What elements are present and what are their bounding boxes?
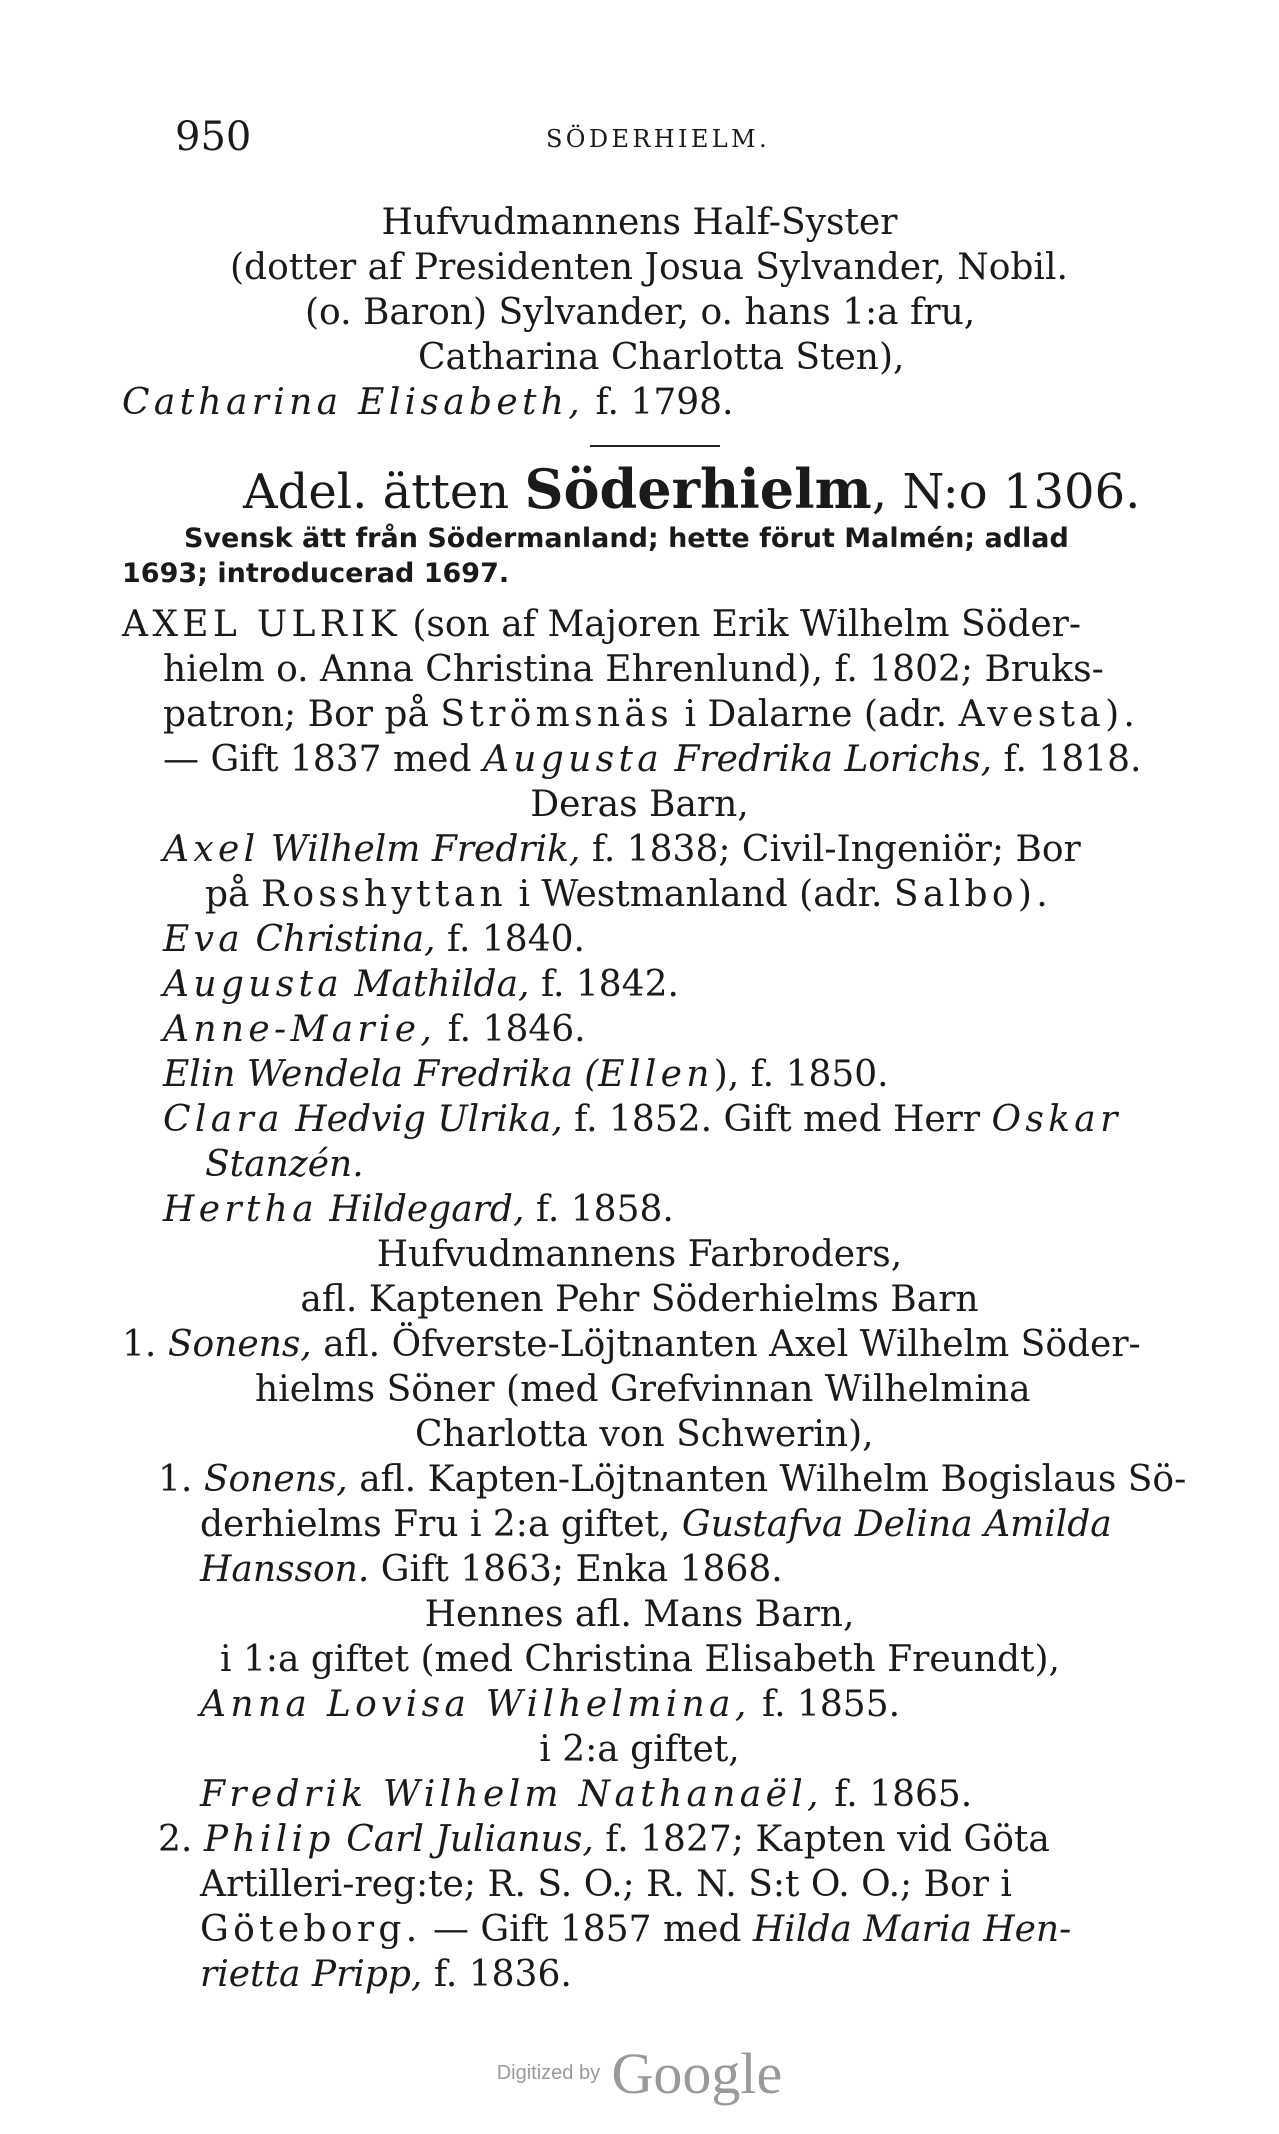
family-prefix: Adel. ätten xyxy=(243,464,510,520)
child-entry: Clara Hedvig Ulrika, f. 1852. Gift med Herr Oskar xyxy=(163,1099,1122,1140)
intro-line: Catharina Charlotta Sten), xyxy=(418,337,905,378)
place-name: Göteborg. xyxy=(200,1909,422,1950)
intro-line: (dotter af Presidenten Josua Sylvander, Nobil. xyxy=(230,247,1068,288)
section-rule xyxy=(590,445,720,447)
philip-entry: Göteborg. — Gift 1857 med Hilda Maria Hen- xyxy=(200,1909,1072,1950)
place-name: Rosshyttan xyxy=(260,874,508,915)
family-name: Söderhielm xyxy=(524,457,872,521)
uncle-entry: hielms Söner (med Grefvinnan Wilhelmina xyxy=(255,1369,1031,1410)
child-entry: Elin Wendela Fredrika (Ellen), f. 1850. xyxy=(163,1054,889,1095)
person-name: Fredrika Lorichs, xyxy=(674,739,993,780)
intro-line: (o. Baron) Sylvander, o. hans 1:a fru, xyxy=(305,292,976,333)
marriage-line: i 2:a giftet, xyxy=(539,1729,740,1770)
family-number: , N:o 1306. xyxy=(871,464,1141,520)
grandson-entry: derhielms Fru i 2:a giftet, Gustafva Delina Amilda xyxy=(200,1504,1112,1545)
family-heading xyxy=(243,457,1141,521)
marriage-line: i 1:a giftet (med Christina Elisabeth Freundt), xyxy=(220,1639,1060,1680)
head-of-family: AXEL ULRIK (son af Majoren Erik Wilhelm Söder- xyxy=(122,604,1082,645)
birth-year: f. 1798. xyxy=(595,382,734,423)
grandson-entry: 1. Sonens, afl. Kapten-Löjtnanten Wilhelm Bogislaus Sö- xyxy=(158,1459,1187,1500)
head-line: patron; Bor på Strömsnäs i Dalarne (adr. Avesta). xyxy=(163,694,1140,735)
uncle-heading: Hufvudmannens Farbroders, xyxy=(376,1234,903,1275)
child-entry: Stanzén. xyxy=(205,1144,364,1185)
google-logo: Google xyxy=(611,2041,783,2106)
half-sister-entry xyxy=(122,382,734,423)
child-entry: Anne-Marie, f. 1846. xyxy=(163,1009,586,1050)
child-entry: på Rosshyttan i Westmanland (adr. Salbo). xyxy=(205,874,1052,915)
family-description: 1693; introducerad 1697. xyxy=(122,558,510,589)
head-line: hielm o. Anna Christina Ehrenlund), f. 1802; Bruks- xyxy=(163,649,1104,690)
philip-entry: 2. Philip Carl Julianus, f. 1827; Kapten vid Göta xyxy=(158,1819,1050,1860)
children-heading: Deras Barn, xyxy=(530,784,749,825)
grandson-entry: Hansson. Gift 1863; Enka 1868. xyxy=(200,1549,783,1590)
child-entry: Fredrik Wilhelm Nathanaël, f. 1865. xyxy=(200,1774,973,1815)
uncle-entry: 1. Sonens, afl. Öfverste-Löjtnanten Axel Wilhelm Söder- xyxy=(122,1324,1141,1365)
philip-entry: Artilleri-reg:te; R. S. O.; R. N. S:t O. O.; Bor i xyxy=(200,1864,1012,1905)
hennes-heading: Hennes afl. Mans Barn, xyxy=(424,1594,855,1635)
person-name: Augusta xyxy=(482,739,664,780)
page-number: 950 xyxy=(175,114,252,160)
place-name: Salbo). xyxy=(893,874,1052,915)
philip-entry: rietta Pripp, f. 1836. xyxy=(200,1954,572,1995)
child-entry: Axel Wilhelm Fredrik, f. 1838; Civil-Ingeniör; Bor xyxy=(163,829,1081,870)
person-name: AXEL ULRIK xyxy=(122,604,401,645)
uncle-heading: afl. Kaptenen Pehr Söderhielms Barn xyxy=(300,1279,979,1320)
person-name: Catharina Elisabeth, xyxy=(122,382,585,423)
child-entry: Anna Lovisa Wilhelmina, f. 1855. xyxy=(200,1684,901,1725)
head-line: — Gift 1837 med Augusta Fredrika Lorichs, f. 1818. xyxy=(163,739,1142,780)
child-entry: Augusta Mathilda, f. 1842. xyxy=(163,964,679,1005)
child-entry: Eva Christina, f. 1840. xyxy=(163,919,585,960)
place-name: Avesta). xyxy=(958,694,1140,735)
digitized-by-google-watermark: Digitized by Google xyxy=(496,2041,783,2106)
child-entry: Hertha Hildegard, f. 1858. xyxy=(163,1189,674,1230)
running-title: SÖDERHIELM. xyxy=(546,125,770,153)
place-name: Strömsnäs xyxy=(440,694,673,735)
uncle-entry: Charlotta von Schwerin), xyxy=(415,1414,874,1455)
half-sister-heading: Hufvudmannens Half-Syster xyxy=(381,202,898,243)
family-description: Svensk ätt från Södermanland; hette förut Malmén; adlad xyxy=(184,523,1069,554)
